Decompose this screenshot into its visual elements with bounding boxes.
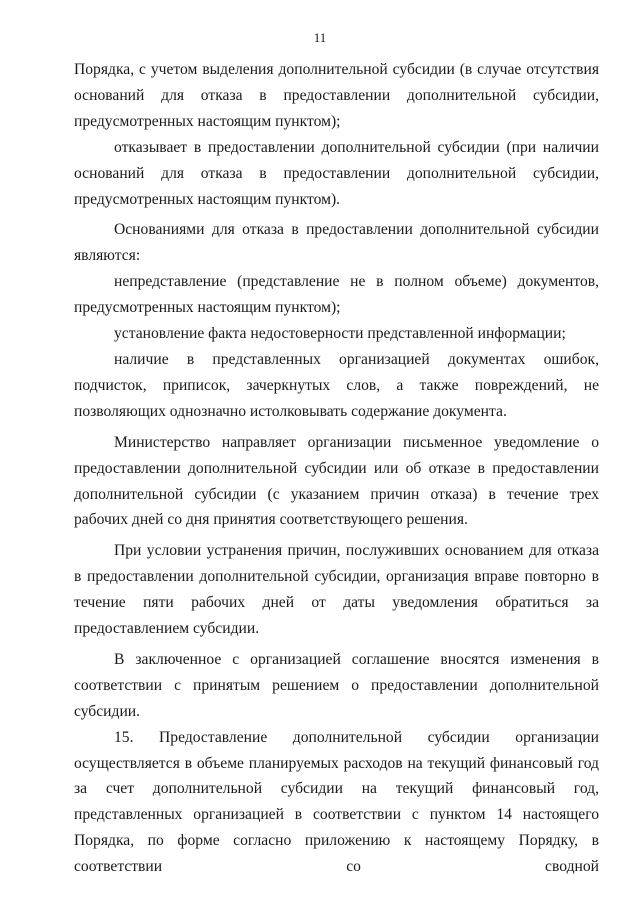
paragraph-reapplication: При условии устранения причин, послуживших основанием для отказа в предоставлении дополнительной субсидии, организация вправе повторно в течение пяти рабочих дней от даты уведомления обратиться за предоставлением субсидии. [74, 542, 599, 638]
paragraph-continuation: Порядка, с учетом выделения дополнительной субсидии (в случае отсутствия оснований для отказа в предоставлении дополнительной субсидии, предусмотренных настоящим пунктом); [74, 61, 599, 130]
paragraph-agreement-changes: В заключенное с организацией соглашение вносятся изменения в соответствии с принятым решением о предоставлении дополнительной субсидии. [74, 650, 599, 720]
paragraph-ground-inaccuracy: установление факта недостоверности представленной информации; [114, 325, 566, 343]
document-body [74, 57, 599, 880]
paragraph-item-15: 15. Предоставление дополнительной субсидии организации осуществляется в объеме планируемых расходов на текущий финансовый год за счет дополнительной субсидии на текущий финансовый год, представленных организацией в соответствии с пунктом 14 настоящего Порядка, по форме согласно приложению к настоящему Порядку, в соответствии со сводной [74, 728, 599, 876]
paragraph-ministry-notice: Министерство направляет организации письменное уведомление о предоставлении дополнительной субсидии или об отказе в предоставлении дополнительной субсидии (с указанием причин отказа) в течение трех рабочих дней со дня принятия соответствующего решения. [74, 433, 599, 529]
paragraph-ground-documents: непредставление (представление не в полном объеме) документов, предусмотренных настоящим пунктом); [74, 273, 599, 317]
paragraph-grounds-heading: Основаниями для отказа в предоставлении дополнительной субсидии являются: [74, 221, 599, 265]
page-number: 11 [313, 30, 327, 45]
paragraph-ground-errors: наличие в представленных организацией документах ошибок, подчисток, приписок, зачеркнутых слов, а также повреждений, не позволяющих однозначно истолковывать содержание документа. [74, 350, 599, 420]
paragraph-refusal: отказывает в предоставлении дополнительной субсидии (при наличии оснований для отказа в предоставлении дополнительной субсидии, предусмотренных настоящим пунктом). [74, 138, 599, 208]
